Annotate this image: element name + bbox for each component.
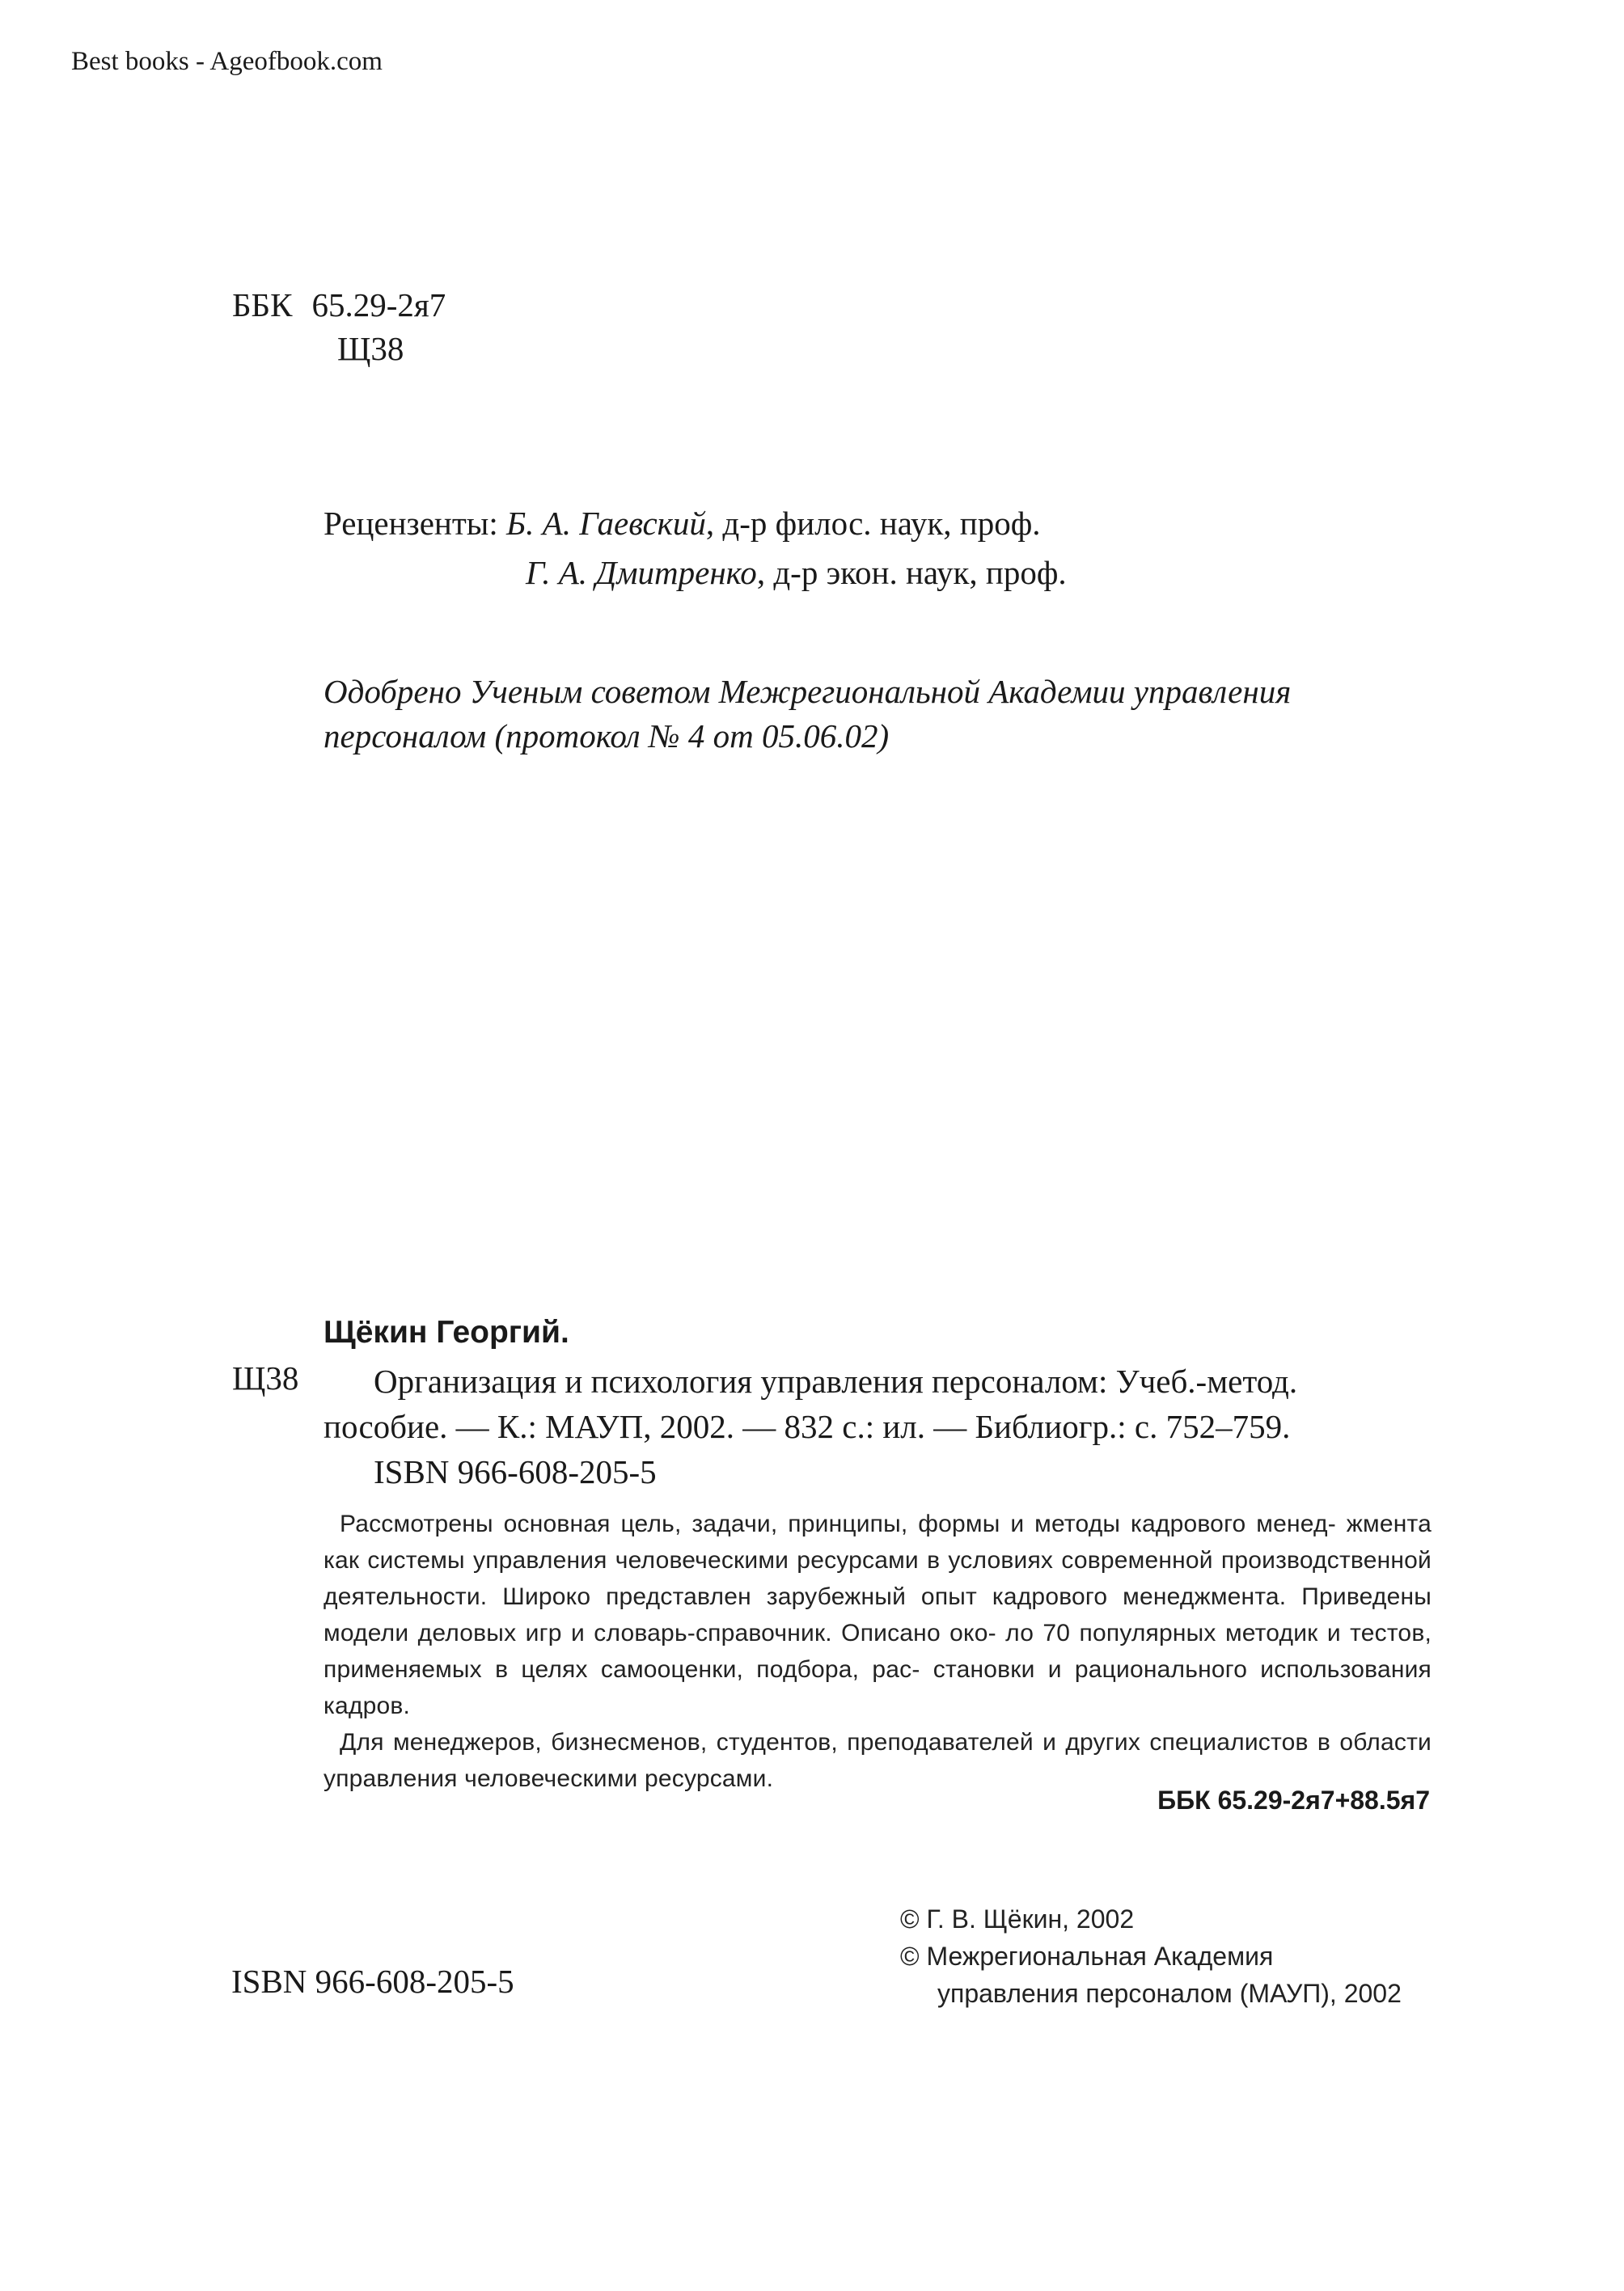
annotation-paragraph: [324, 1506, 1432, 1724]
copyright-line: управления персоналом (МАУП), 2002: [937, 1979, 1402, 2008]
approval-line: Одобрено Ученым советом Межрегиональной Академии управления: [324, 673, 1292, 710]
copyright-line: © Г. В. Щёкин, 2002: [900, 1904, 1135, 1934]
catalog-description: [324, 1359, 1297, 1449]
copyright-block: [900, 1900, 1402, 2012]
catalog-line: Организация и психология управления персоналом: Учеб.-метод.: [374, 1363, 1298, 1400]
catalog-author: Щёкин Георгий.: [324, 1315, 569, 1350]
reviewers-block: [324, 499, 1067, 598]
bbk-full-code: ББК 65.29-2я7+88.5я7: [1157, 1786, 1430, 1815]
annotation-line: Для менеджеров, бизнесменов, студентов, преподавателей и других специалистов в: [340, 1729, 1331, 1756]
author-mark: Щ38: [337, 330, 404, 367]
reviewer-degree: , д-р филос. наук, проф.: [705, 505, 1041, 542]
annotation-line: Рассмотрены основная цель, задачи, принципы, формы и методы кадрового менед-: [340, 1511, 1336, 1537]
reviewer-name: Б. А. Гаевский: [505, 505, 706, 542]
approval-note: [324, 670, 1291, 759]
reviewers-label: Рецензенты:: [324, 505, 498, 542]
annotation-line: ло 70 популярных методик и тестов, применяемых в целях самооценки, подбора, рас-: [324, 1620, 1432, 1683]
approval-line: персоналом (протокол № 4 от 05.06.02): [324, 717, 890, 755]
annotation: [324, 1506, 1432, 1797]
bbk-code: 65.29-2я7: [311, 286, 446, 323]
annotation-line: области управления человеческими ресурсами.: [324, 1729, 1432, 1792]
reviewer-name: Г. А. Дмитренко: [526, 554, 757, 591]
annotation-line: жмента как системы управления человеческими ресурсами в условиях современной: [324, 1511, 1432, 1574]
catalog-line: пособие. — К.: МАУП, 2002. — 832 с.: ил. — Библиогр.: с. 752–759.: [324, 1408, 1291, 1445]
reviewer-degree: , д-р экон. наук, проф.: [756, 554, 1067, 591]
copyright-line: © Межрегиональная Академия: [900, 1942, 1274, 1971]
catalog-isbn: ISBN 966-608-205-5: [374, 1453, 657, 1490]
site-note: Best books - Ageofbook.com: [71, 47, 383, 76]
bbk-label: ББК: [232, 286, 293, 323]
isbn-main: ISBN 966-608-205-5: [231, 1963, 514, 2000]
annotation-line: производственной деятельности. Широко представлен зарубежный опыт кадрового: [324, 1547, 1432, 1610]
annotation-line: становки и рационального использования кадров.: [324, 1656, 1432, 1719]
catalog-mark: Щ38: [232, 1359, 299, 1397]
bbk-block: [232, 283, 446, 370]
annotation-line: менеджмента. Приведены модели деловых игр и словарь-справочник. Описано око-: [324, 1583, 1432, 1646]
